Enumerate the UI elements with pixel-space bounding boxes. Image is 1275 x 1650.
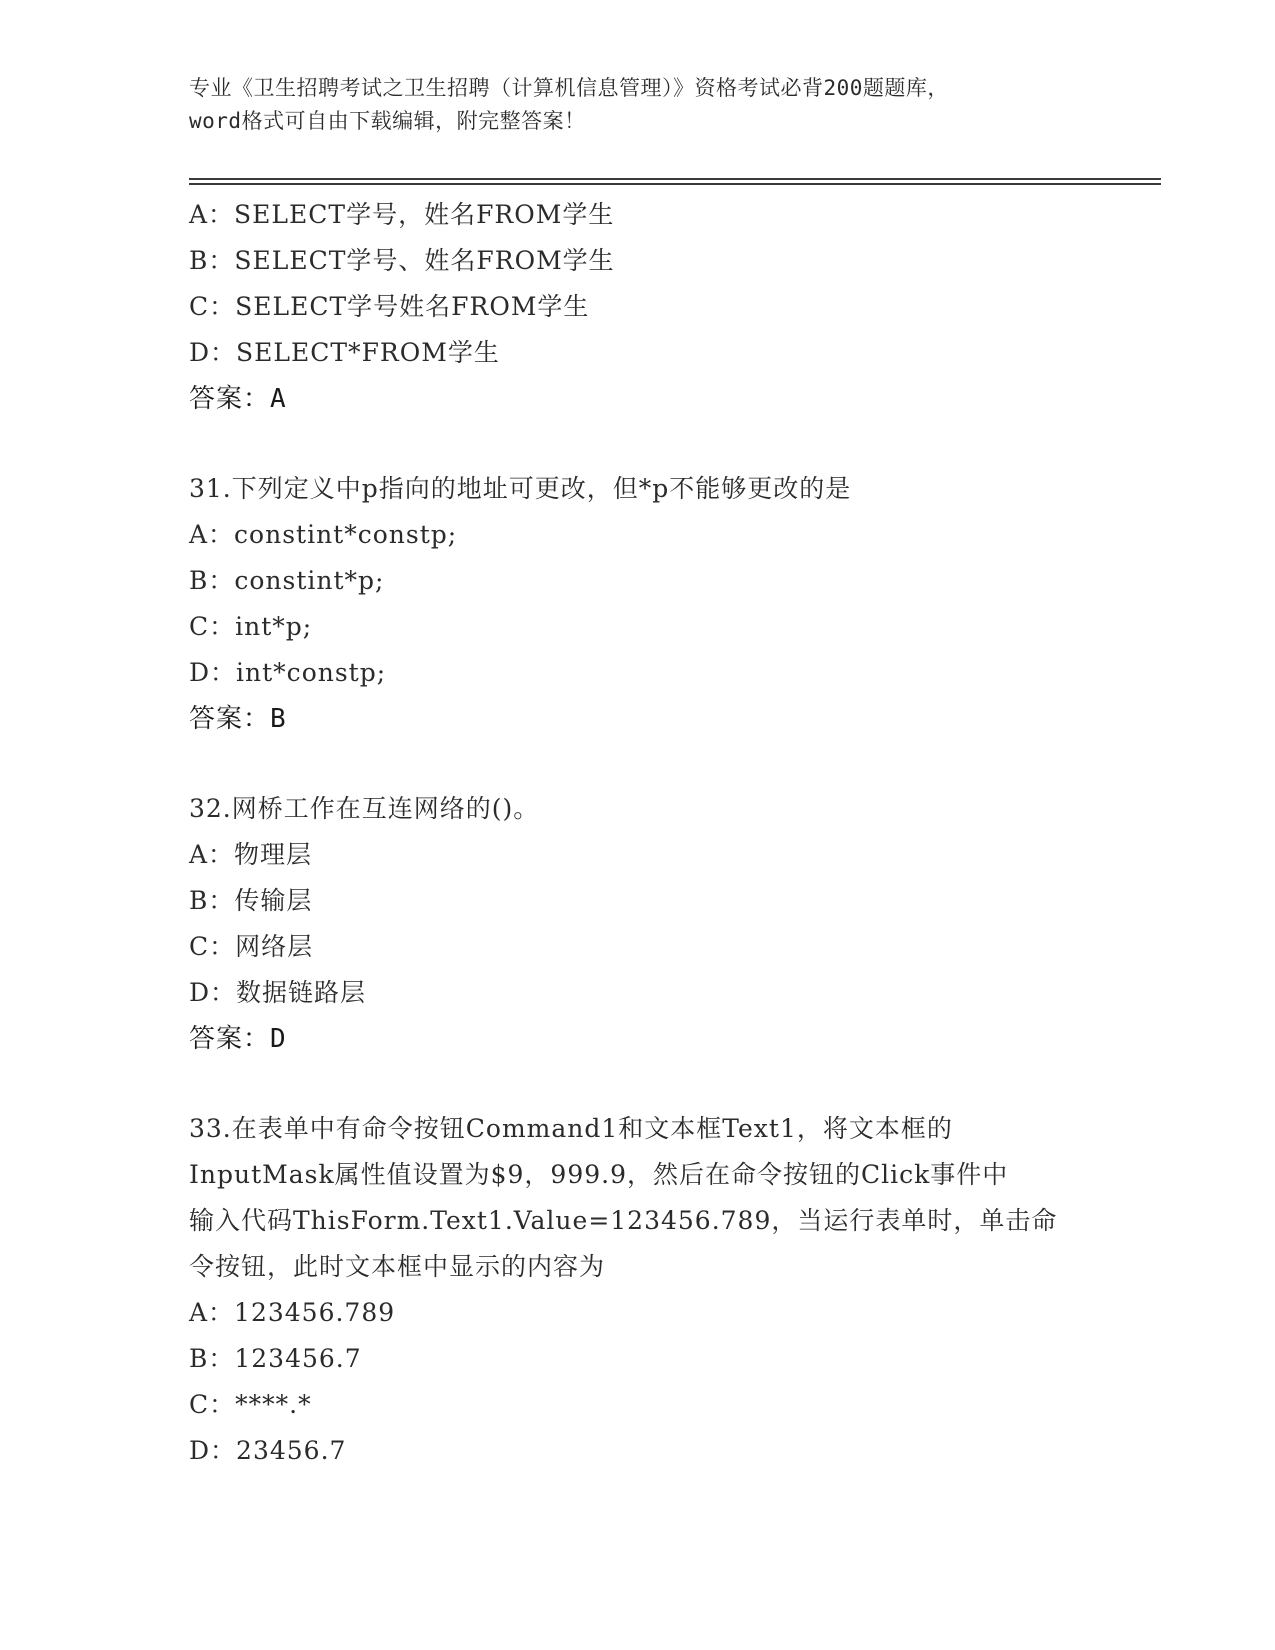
option-c: C：网络层 xyxy=(189,932,314,961)
answer-line: 答案：D xyxy=(189,1024,287,1054)
option-b: B：传输层 xyxy=(189,886,313,915)
header-line-1: 专业《卫生招聘考试之卫生招聘（计算机信息管理）》资格考试必背200题题库， xyxy=(189,76,949,100)
block-spacer xyxy=(189,1062,1139,1106)
option-a: A：SELECT学号，姓名FROM学生 xyxy=(189,200,615,229)
option-c: C：****.* xyxy=(189,1390,312,1419)
option-a: A：constint*constp; xyxy=(189,520,458,549)
question-text-line: 令按钮，此时文本框中显示的内容为 xyxy=(189,1252,606,1281)
option-b: B：constint*p; xyxy=(189,566,385,595)
header-divider-bottom xyxy=(189,183,1161,185)
question-block-33 xyxy=(189,1106,1139,1474)
option-d: D：数据链路层 xyxy=(189,978,367,1007)
option-d: D：int*constp; xyxy=(189,658,387,687)
option-c: C：SELECT学号姓名FROM学生 xyxy=(189,292,590,321)
question-text-line: InputMask属性值设置为$9，999.9，然后在命令按钮的Click事件中 xyxy=(189,1160,1009,1189)
question-list xyxy=(189,192,1139,1474)
block-spacer xyxy=(189,422,1139,466)
answer-line: 答案：A xyxy=(189,384,287,414)
option-a: A：物理层 xyxy=(189,840,313,869)
option-b: B：123456.7 xyxy=(189,1344,362,1373)
option-d: D：23456.7 xyxy=(189,1436,347,1465)
block-spacer xyxy=(189,742,1139,786)
option-c: C：int*p; xyxy=(189,612,313,641)
question-block-32 xyxy=(189,786,1139,1062)
question-text: 31.下列定义中p指向的地址可更改，但*p不能够更改的是 xyxy=(189,474,852,503)
question-block-30 xyxy=(189,192,1139,422)
question-text: 32.网桥工作在互连网络的()。 xyxy=(189,794,540,823)
document-header xyxy=(189,72,1089,138)
header-divider-top xyxy=(189,178,1161,180)
answer-line: 答案：B xyxy=(189,704,287,734)
question-block-31 xyxy=(189,466,1139,742)
header-line-2: word格式可自由下载编辑，附完整答案！ xyxy=(189,109,586,133)
option-a: A：123456.789 xyxy=(189,1298,396,1327)
option-d: D：SELECT*FROM学生 xyxy=(189,338,500,367)
question-text-line: 33.在表单中有命令按钮Command1和文本框Text1，将文本框的 xyxy=(189,1114,953,1143)
question-text-line: 输入代码ThisForm.Text1.Value=123456.789，当运行表单时，单击命 xyxy=(189,1206,1058,1235)
option-b: B：SELECT学号、姓名FROM学生 xyxy=(189,246,615,275)
